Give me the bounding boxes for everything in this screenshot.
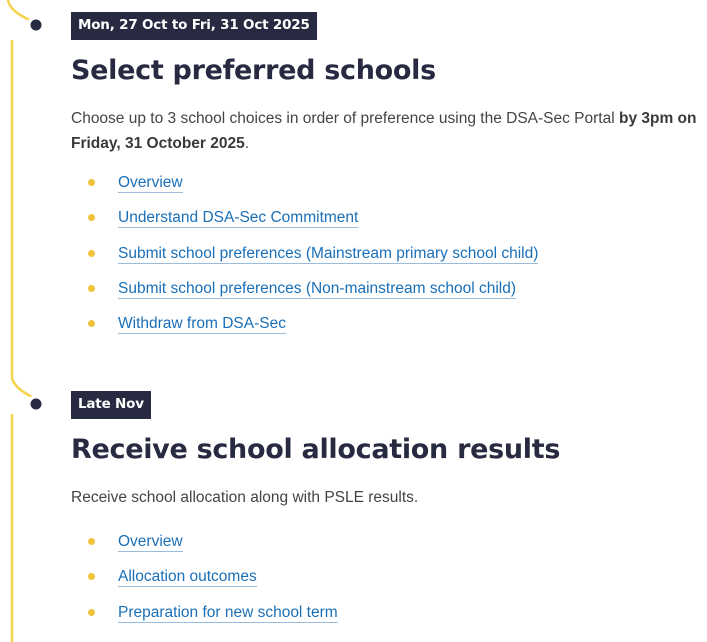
list-item (71, 595, 707, 630)
section-title: Receive school allocation results (71, 434, 561, 465)
section-description (71, 106, 707, 156)
section-description: Receive school allocation along with PSLE results. (71, 489, 419, 506)
list-item (71, 200, 707, 235)
bullet-icon (88, 538, 95, 545)
link-withdraw[interactable]: Withdraw from DSA-Sec (118, 315, 286, 333)
section-title: Select preferred schools (71, 55, 436, 86)
description-text: Choose up to 3 school choices in order of preference using the DSA-Sec Portal (71, 110, 619, 127)
link-allocation-outcomes[interactable]: Allocation outcomes (118, 568, 257, 586)
link-overview[interactable]: Overview (118, 174, 183, 191)
bullet-icon (88, 320, 95, 327)
bullet-icon (88, 609, 95, 616)
list-item (71, 165, 707, 200)
bullet-icon (88, 250, 95, 257)
link-overview[interactable]: Overview (118, 533, 183, 550)
timeline (0, 0, 60, 642)
link-list (71, 165, 707, 341)
link-new-school-term[interactable]: Preparation for new school term (118, 603, 338, 621)
timeline-line (8, 0, 34, 642)
list-item (71, 236, 707, 271)
timeline-step-allocation-results (71, 391, 707, 630)
description-deadline: by 3pm on Friday, 31 October 2025 (71, 110, 697, 152)
bullet-icon (88, 214, 95, 221)
bullet-icon (88, 179, 95, 186)
link-list (71, 524, 707, 630)
timeline-step-select-schools (71, 12, 707, 341)
list-item (71, 524, 707, 559)
link-understand-commitment[interactable]: Understand DSA-Sec Commitment (118, 209, 359, 227)
date-badge: Late Nov (71, 391, 151, 419)
list-item (71, 559, 707, 594)
timeline-node-1-dot (31, 20, 42, 31)
bullet-icon (88, 573, 95, 580)
list-item (71, 306, 707, 341)
timeline-node-2-dot (31, 399, 42, 410)
link-submit-non-mainstream[interactable]: Submit school preferences (Non-mainstream school child) (118, 279, 516, 297)
description-end: . (244, 135, 250, 152)
date-badge: Mon, 27 Oct to Fri, 31 Oct 2025 (71, 12, 317, 40)
bullet-icon (88, 285, 95, 292)
link-submit-mainstream[interactable]: Submit school preferences (Mainstream primary school child) (118, 244, 539, 262)
list-item (71, 271, 707, 306)
